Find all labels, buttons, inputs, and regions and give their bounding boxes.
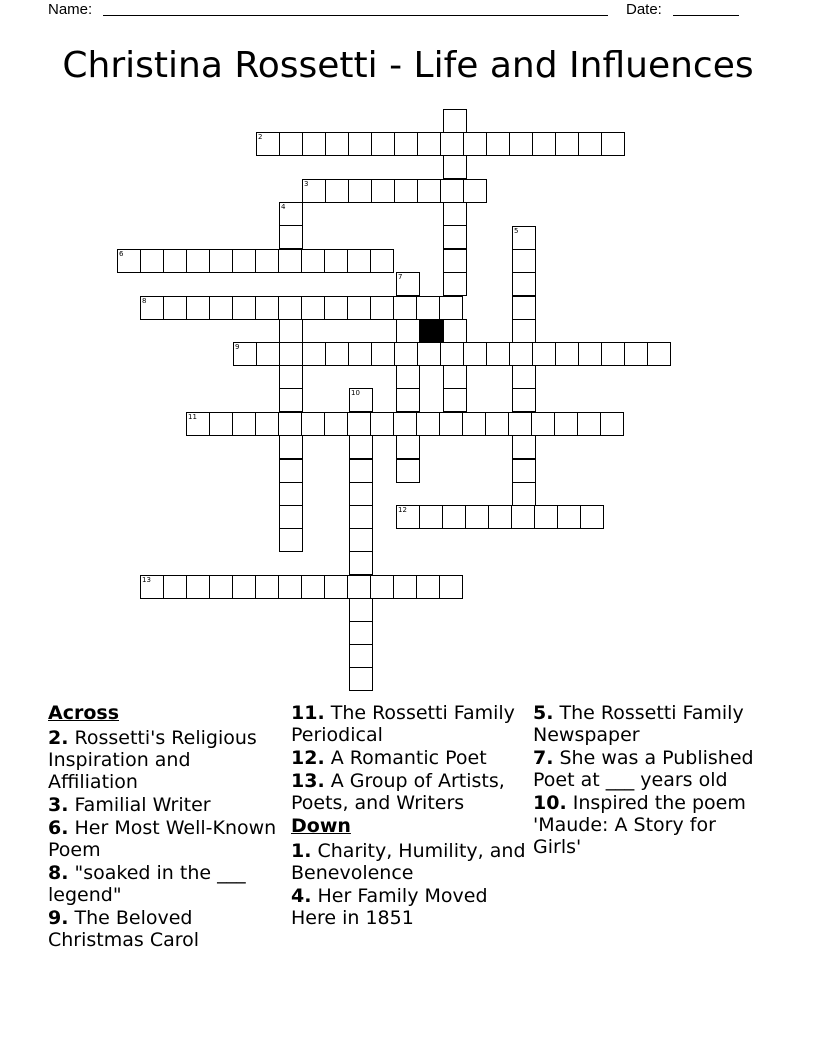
- grid-cell[interactable]: [396, 435, 420, 459]
- grid-cell[interactable]: [347, 249, 371, 273]
- clue-text: Her Family Moved Here in 1851: [291, 885, 488, 929]
- grid-cell[interactable]: [416, 412, 440, 436]
- grid-cell[interactable]: [302, 179, 326, 203]
- grid-cell[interactable]: [396, 365, 420, 389]
- grid-cell[interactable]: [555, 132, 579, 156]
- grid-cell[interactable]: [163, 296, 187, 320]
- grid-cell[interactable]: [512, 319, 536, 343]
- grid-cell[interactable]: [163, 575, 187, 599]
- grid-cell[interactable]: [232, 296, 256, 320]
- grid-cell[interactable]: [163, 249, 187, 273]
- grid-cell[interactable]: [325, 132, 349, 156]
- grid-cell[interactable]: [396, 319, 420, 343]
- name-field[interactable]: [103, 15, 608, 16]
- grid-cell[interactable]: [325, 342, 349, 366]
- grid-cell[interactable]: [371, 179, 395, 203]
- clue: [48, 817, 283, 861]
- clue-text: Rossetti's Religious Inspiration and Affiliation: [48, 727, 257, 793]
- grid-cell[interactable]: [393, 575, 417, 599]
- grid-cell[interactable]: [279, 132, 303, 156]
- grid-cell[interactable]: [302, 342, 326, 366]
- clue-number: 7.: [533, 747, 554, 769]
- grid-cell[interactable]: [209, 296, 233, 320]
- grid-cell[interactable]: [443, 155, 467, 179]
- grid-cell[interactable]: [324, 249, 348, 273]
- grid-cell[interactable]: [601, 132, 625, 156]
- grid-cell[interactable]: [301, 575, 325, 599]
- clue-number: 6.: [48, 817, 69, 839]
- clue-number: 3.: [48, 794, 69, 816]
- grid-cell[interactable]: [349, 388, 373, 412]
- grid-cell[interactable]: [279, 388, 303, 412]
- clue-text: The Rossetti Family Periodical: [291, 702, 515, 746]
- grid-cell[interactable]: [186, 296, 210, 320]
- grid-cell[interactable]: [511, 505, 535, 529]
- grid-cell[interactable]: [255, 412, 279, 436]
- grid-cell[interactable]: [140, 296, 164, 320]
- grid-cell[interactable]: [347, 575, 371, 599]
- clue-number: 6: [119, 250, 124, 258]
- grid-cell[interactable]: [349, 482, 373, 506]
- grid-cell[interactable]: [439, 296, 463, 320]
- grid-cell[interactable]: [324, 412, 348, 436]
- grid-cell[interactable]: [370, 296, 394, 320]
- clue-number: 2.: [48, 727, 69, 749]
- grid-cell[interactable]: [279, 435, 303, 459]
- grid-cell[interactable]: [232, 412, 256, 436]
- name-label: Name:: [48, 1, 93, 18]
- grid-cell[interactable]: [279, 365, 303, 389]
- clue-text: She was a Published Poet at ___ years old: [533, 747, 754, 791]
- grid-cell[interactable]: [512, 435, 536, 459]
- grid-cell[interactable]: [279, 342, 303, 366]
- grid-cell[interactable]: [440, 132, 464, 156]
- grid-cell[interactable]: [370, 412, 394, 436]
- grid-cell[interactable]: [601, 342, 625, 366]
- grid-cell[interactable]: [462, 412, 486, 436]
- grid-cell[interactable]: [443, 249, 467, 273]
- clue-text: Charity, Humility, and Benevolence: [291, 840, 526, 884]
- grid-cell[interactable]: [443, 272, 467, 296]
- grid-cell[interactable]: [347, 412, 371, 436]
- grid-cell[interactable]: [512, 296, 536, 320]
- grid-cell[interactable]: [232, 249, 256, 273]
- grid-cell[interactable]: [140, 575, 164, 599]
- grid-cell[interactable]: [324, 575, 348, 599]
- grid-cell[interactable]: [209, 249, 233, 273]
- grid-cell[interactable]: [370, 575, 394, 599]
- grid-cell[interactable]: [255, 249, 279, 273]
- clue-number: 1.: [291, 840, 312, 862]
- grid-cell[interactable]: [512, 249, 536, 273]
- grid-cell[interactable]: [301, 296, 325, 320]
- grid-cell[interactable]: [647, 342, 671, 366]
- grid-cell[interactable]: [394, 132, 418, 156]
- clue-number: 13: [142, 576, 151, 584]
- grid-cell[interactable]: [440, 342, 464, 366]
- clue-text: The Rossetti Family Newspaper: [533, 702, 744, 746]
- grid-cell[interactable]: [439, 412, 463, 436]
- worksheet-header: [0, 0, 816, 22]
- grid-cell[interactable]: [512, 388, 536, 412]
- clue: [48, 907, 283, 951]
- grid-cell[interactable]: [349, 528, 373, 552]
- grid-cell[interactable]: [301, 249, 325, 273]
- grid-cell[interactable]: [416, 575, 440, 599]
- grid-cell[interactable]: [443, 319, 467, 343]
- clue-number: 13.: [291, 770, 325, 792]
- grid-cell[interactable]: [278, 249, 302, 273]
- clue-number: 9.: [48, 907, 69, 929]
- clue-number: 7: [398, 273, 403, 281]
- across-clue-list-continued: [291, 702, 526, 814]
- grid-cell[interactable]: [512, 459, 536, 483]
- clue: [533, 702, 768, 746]
- grid-cell[interactable]: [419, 505, 443, 529]
- grid-cell[interactable]: [349, 459, 373, 483]
- clue: [533, 792, 768, 858]
- grid-cell[interactable]: [443, 388, 467, 412]
- grid-cell[interactable]: [302, 132, 326, 156]
- clue-number: 9: [235, 343, 240, 351]
- grid-cell[interactable]: [394, 179, 418, 203]
- clues-column-2: [291, 702, 526, 930]
- grid-cell[interactable]: [416, 296, 440, 320]
- clue-number: 5: [514, 227, 519, 235]
- clue-number: 5.: [533, 702, 554, 724]
- grid-cell[interactable]: [255, 575, 279, 599]
- grid-cell[interactable]: [256, 342, 280, 366]
- grid-cell[interactable]: [349, 621, 373, 645]
- grid-cell[interactable]: [512, 226, 536, 250]
- grid-cell[interactable]: [439, 575, 463, 599]
- grid-cell[interactable]: [209, 412, 233, 436]
- grid-cell[interactable]: [348, 179, 372, 203]
- clue-number: 11.: [291, 702, 325, 724]
- grid-cell[interactable]: [278, 575, 302, 599]
- grid-cell[interactable]: [349, 435, 373, 459]
- clues-column-1: [48, 702, 283, 952]
- grid-cell[interactable]: [557, 505, 581, 529]
- grid-cell[interactable]: [443, 225, 467, 249]
- grid-cell[interactable]: [256, 132, 280, 156]
- grid-cell[interactable]: [463, 132, 487, 156]
- grid-cell[interactable]: [370, 249, 394, 273]
- grid-cell[interactable]: [371, 342, 395, 366]
- grid-cell[interactable]: [443, 109, 467, 133]
- grid-cell[interactable]: [393, 296, 417, 320]
- down-heading: Down: [291, 815, 351, 837]
- clue-text: "soaked in the ___ legend": [48, 862, 246, 906]
- grid-cell[interactable]: [396, 505, 420, 529]
- grid-cell[interactable]: [532, 342, 556, 366]
- grid-cell[interactable]: [463, 342, 487, 366]
- grid-cell[interactable]: [396, 459, 420, 483]
- grid-cell[interactable]: [396, 388, 420, 412]
- clue: [291, 770, 526, 814]
- down-clue-list: [291, 840, 526, 929]
- grid-cell[interactable]: [396, 272, 420, 296]
- grid-cell[interactable]: [140, 249, 164, 273]
- grid-cell[interactable]: [578, 342, 602, 366]
- grid-cell[interactable]: [532, 132, 556, 156]
- grid-cell[interactable]: [348, 132, 372, 156]
- grid-cell[interactable]: [279, 202, 303, 226]
- clues-column-3: [533, 702, 768, 859]
- clue-number: 2: [258, 133, 263, 141]
- clue-text: A Romantic Poet: [324, 747, 487, 769]
- clue-number: 11: [188, 413, 197, 421]
- grid-cell[interactable]: [440, 179, 464, 203]
- grid-cell[interactable]: [512, 482, 536, 506]
- grid-cell[interactable]: [531, 412, 555, 436]
- grid-cell[interactable]: [279, 225, 303, 249]
- clue-text: Inspired the poem 'Maude: A Story for Girls': [533, 792, 746, 858]
- clue-number: 4: [281, 203, 286, 211]
- grid-cell[interactable]: [443, 365, 467, 389]
- grid-cell[interactable]: [417, 342, 441, 366]
- clue-number: 8.: [48, 862, 69, 884]
- clue-number: 4.: [291, 885, 312, 907]
- clue-number: 12: [398, 506, 407, 514]
- grid-cell[interactable]: [301, 412, 325, 436]
- clue-number: 12.: [291, 747, 325, 769]
- grid-cell[interactable]: [486, 342, 510, 366]
- grid-cell[interactable]: [443, 202, 467, 226]
- grid-cell[interactable]: [279, 459, 303, 483]
- grid-cell[interactable]: [349, 505, 373, 529]
- date-label: Date:: [626, 1, 662, 18]
- grid-cell[interactable]: [393, 412, 417, 436]
- across-clue-list: [48, 727, 283, 951]
- across-heading: Across: [48, 702, 120, 724]
- clue: [291, 885, 526, 929]
- grid-cell[interactable]: [509, 342, 533, 366]
- grid-cell[interactable]: [485, 412, 509, 436]
- grid-cell[interactable]: [371, 132, 395, 156]
- grid-cell[interactable]: [186, 412, 210, 436]
- grid-cell[interactable]: [324, 296, 348, 320]
- clue-text: Familial Writer: [68, 794, 211, 816]
- grid-cell[interactable]: [465, 505, 489, 529]
- grid-cell[interactable]: [534, 505, 558, 529]
- grid-cell[interactable]: [578, 132, 602, 156]
- grid-cell[interactable]: [394, 342, 418, 366]
- grid-cell[interactable]: [278, 296, 302, 320]
- clue-text: A Group of Artists, Poets, and Writers: [291, 770, 505, 814]
- page-title: Christina Rossetti - Life and Influences: [62, 45, 754, 86]
- grid-cell[interactable]: [442, 505, 466, 529]
- grid-cell[interactable]: [349, 667, 373, 691]
- clue-number: 3: [304, 180, 309, 188]
- grid-cell[interactable]: [278, 412, 302, 436]
- clue: [291, 702, 526, 746]
- grid-cell[interactable]: [486, 132, 510, 156]
- black-cell: [419, 319, 443, 343]
- clue-text: The Beloved Christmas Carol: [48, 907, 200, 951]
- grid-cell[interactable]: [349, 551, 373, 575]
- clue: [291, 747, 526, 769]
- grid-cell[interactable]: [209, 575, 233, 599]
- clue-number: 10.: [533, 792, 567, 814]
- grid-cell[interactable]: [512, 272, 536, 296]
- clue-number: 8: [142, 297, 147, 305]
- clue: [48, 794, 283, 816]
- grid-cell[interactable]: [580, 505, 604, 529]
- grid-cell[interactable]: [279, 505, 303, 529]
- grid-cell[interactable]: [554, 412, 578, 436]
- grid-cell[interactable]: [186, 249, 210, 273]
- clue: [291, 840, 526, 884]
- grid-cell[interactable]: [417, 132, 441, 156]
- clue: [533, 747, 768, 791]
- grid-cell[interactable]: [255, 296, 279, 320]
- date-field[interactable]: [673, 15, 739, 16]
- grid-cell[interactable]: [555, 342, 579, 366]
- grid-cell[interactable]: [488, 505, 512, 529]
- grid-cell[interactable]: [347, 296, 371, 320]
- grid-cell[interactable]: [279, 319, 303, 343]
- grid-cell[interactable]: [349, 644, 373, 668]
- grid-cell[interactable]: [417, 179, 441, 203]
- grid-cell[interactable]: [117, 249, 141, 273]
- grid-cell[interactable]: [349, 598, 373, 622]
- grid-cell[interactable]: [186, 575, 210, 599]
- grid-cell[interactable]: [512, 365, 536, 389]
- grid-cell[interactable]: [325, 179, 349, 203]
- clue-number: 10: [351, 389, 360, 397]
- clue-text: Her Most Well-Known Poem: [48, 817, 277, 861]
- down-clue-list-continued: [533, 702, 768, 858]
- grid-cell[interactable]: [279, 528, 303, 552]
- grid-cell[interactable]: [233, 342, 257, 366]
- grid-cell[interactable]: [577, 412, 601, 436]
- clue: [48, 862, 283, 906]
- grid-cell[interactable]: [508, 412, 532, 436]
- grid-cell[interactable]: [348, 342, 372, 366]
- grid-cell[interactable]: [600, 412, 624, 436]
- grid-cell[interactable]: [463, 179, 487, 203]
- clue: [48, 727, 283, 793]
- grid-cell[interactable]: [279, 482, 303, 506]
- grid-cell[interactable]: [624, 342, 648, 366]
- grid-cell[interactable]: [232, 575, 256, 599]
- grid-cell[interactable]: [509, 132, 533, 156]
